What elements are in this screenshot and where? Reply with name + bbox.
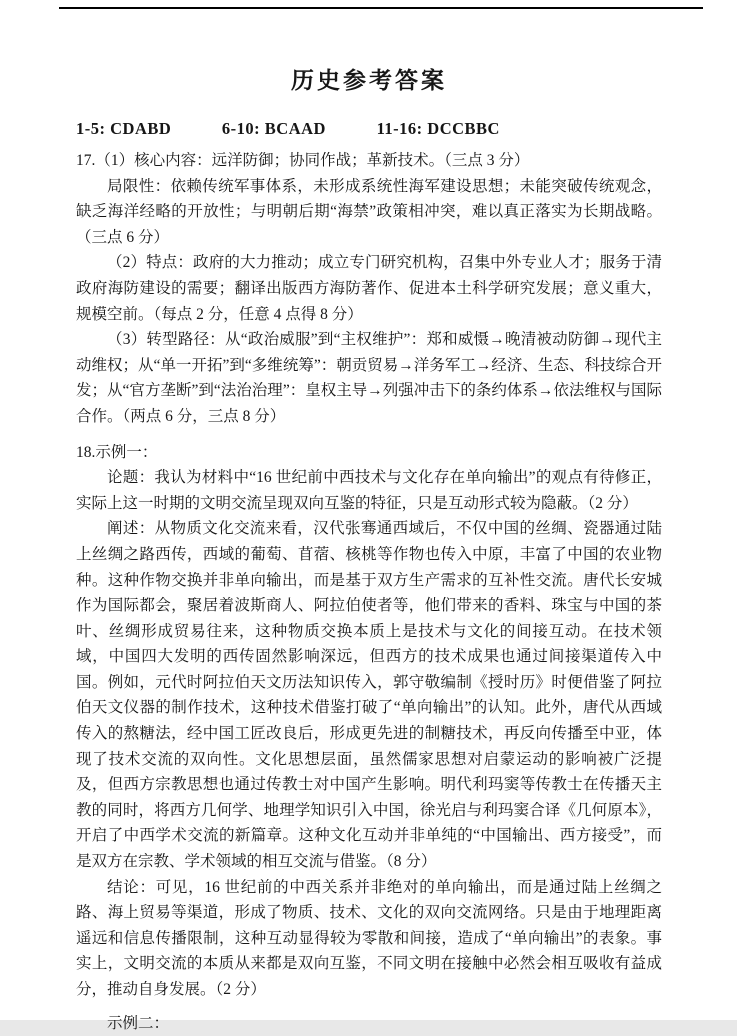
answers-6-10: 6-10: BCAAD xyxy=(221,119,326,138)
paragraph-q18-thesis: 论题：我认为材料中“16 世纪前中西技术与文化存在单向输出”的观点有待修正，实际上这一时期的文明交流呈现双向互鉴的特征，只是互动形式较为隐蔽。（2 分） xyxy=(76,469,662,512)
paragraph-q18-example-2-heading: 示例二： xyxy=(107,1014,170,1032)
paragraph-q18-example-1-heading: 18.示例一： xyxy=(76,443,158,461)
paragraph-q17-transition-paths: （3）转型路径：从“政治威服”到“主权维护”：郑和威慑→晚清被动防御→现代主动维权；从“单一开拓”到“多维统筹”：朝贡贸易→洋务军工→经济、生态、科技综合开发；从“官方垄断”到“法治治理”：皇权主导→列强冲击下的条约体系→依法维权与国际合作。（两点 6 分，三点 8 分） xyxy=(76,331,662,425)
paragraph-q18-conclusion: 结论：可见，16 世纪前的中西关系并非绝对的单向输出，而是通过陆上丝绸之路、海上贸易等渠道，形成了物质、技术、文化的双向交流网络。只是由于地理距离遥远和信息传播限制，这种互动显得较为零散和间接，造成了“单向输出”的表象。事实上，文明交流的本质从来都是双向互鉴，不同文明在接触中必然会相互吸收有益成分，推动自身发展。（2 分） xyxy=(76,878,662,998)
page-title: 历史参考答案 xyxy=(291,68,447,93)
document-content xyxy=(76,62,662,1036)
answers-1-5: 1-5: CDABD xyxy=(76,119,172,138)
paragraph-q17-features: （2）特点：政府的大力推动；成立专门研究机构，召集中外专业人才；服务于清政府海防建设的需要；翻译出版西方海防著作、促进本土科学研究发展；意义重大，规模空前。（每点 2 分，任意 4 点得 8 分） xyxy=(76,254,662,323)
paragraph-q17-limitations: 局限性：依赖传统军事体系，未形成系统性海军建设思想；未能突破传统观念，缺乏海洋经略的开放性；与明朝后期“海禁”政策相冲突，难以真正落实为长期战略。（三点 6 分） xyxy=(76,177,662,246)
paragraph-q17-core-content: 17.（1）核心内容：远洋防御；协同作战；革新技术。（三点 3 分） xyxy=(76,152,530,169)
scan-top-border xyxy=(59,7,703,9)
multiple-choice-answer-key xyxy=(76,119,662,139)
paragraph-q18-elaboration: 阐述：从物质文化交流来看，汉代张骞通西域后，不仅中国的丝绸、瓷器通过陆上丝绸之路西传，西域的葡萄、苜蓿、核桃等作物也传入中原，丰富了中国的农业物种。这种作物交换并非单向输出，而是基于双方生产需求的互补性交流。唐代长安城作为国际都会，聚居着波斯商人、阿拉伯使者等，他们带来的香料、珠宝与中国的茶叶、丝绸形成贸易往来，这种物质交换本质上是技术与文化的间接互动。在技术领域，中国四大发明的西传固然影响深远，但西方的技术成果也通过间接渠道传入中国。例如，元代时阿拉伯天文历法知识传入，郭守敬编制《授时历》时便借鉴了阿拉伯天文仪器的制作技术，这种技术借鉴打破了“单向输出”的认知。此外，唐代从西域传入的熬糖法，经中国工匠改良后，形成更先进的制糖技术，再反向传播至中亚，体现了技术交流的双向性。文化思想层面，虽然儒家思想对启蒙运动的影响被广泛提及，但西方宗教思想也通过传教士对中国产生影响。明代利玛窦等传教士在传播天主教的同时，将西方几何学、地理学知识引入中国，徐光启与利玛窦合译《几何原本》，开启了中西学术交流的新篇章。这种文化互动并非单纯的“中国输出、西方接受”，而是双方在宗教、学术领域的相互交流与借鉴。（8 分） xyxy=(76,520,662,871)
answers-11-16: 11-16: DCCBBC xyxy=(376,119,500,138)
